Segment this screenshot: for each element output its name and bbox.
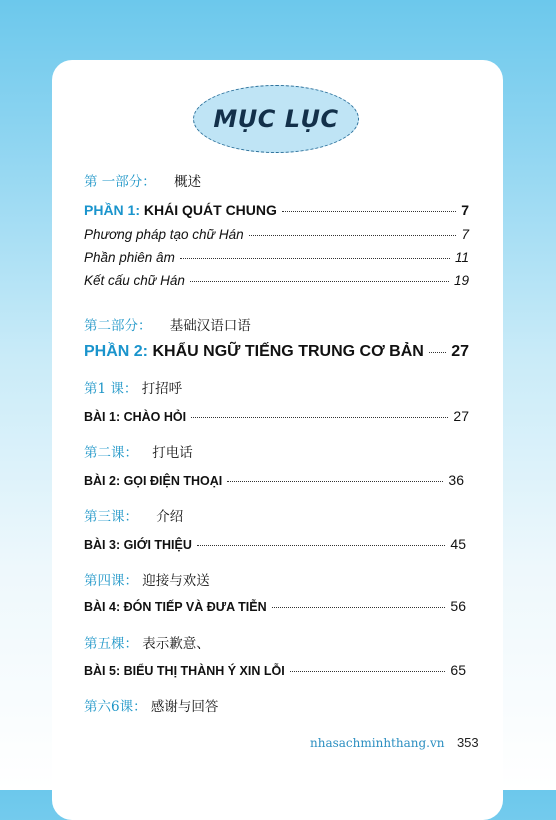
toc-item[interactable] [84, 273, 469, 288]
toc-lesson-2[interactable] [84, 472, 464, 488]
dot-leader [429, 352, 446, 353]
dot-leader [197, 545, 446, 546]
section-2-chinese-label: 第二部分： [84, 318, 152, 334]
lesson-chinese-label: 第1 课： [84, 381, 138, 397]
section-1-chinese-heading [84, 170, 201, 190]
toc-item-page: 19 [453, 273, 469, 288]
toc-part-2-page: 27 [451, 343, 469, 360]
toc-item-title: Kết cấu chữ Hán [84, 273, 185, 288]
lesson-chinese-label: 第二课： [84, 445, 138, 461]
lesson-chinese-text: 感谢与回答 [150, 699, 219, 715]
lesson-chinese-label: 第六6课： [84, 699, 147, 715]
toc-lesson-page: 27 [453, 408, 469, 424]
toc-item-title: Phương pháp tạo chữ Hán [84, 227, 244, 242]
toc-lesson-title: BÀI 3: GIỚI THIỆU [84, 538, 192, 552]
dot-leader [180, 258, 450, 259]
toc-part-2[interactable] [84, 343, 469, 361]
lesson-chinese-text: 迎接与欢送 [142, 573, 210, 589]
section-2-chinese-heading [84, 314, 251, 334]
toc-lesson-1[interactable] [84, 408, 469, 424]
page-title: MỤC LỤC [213, 105, 339, 133]
dot-leader [249, 235, 457, 236]
toc-part-1-title [84, 202, 277, 218]
dot-leader [282, 211, 456, 212]
lesson-chinese-text: 打电话 [152, 445, 193, 461]
lesson-1-chinese-heading [84, 377, 182, 397]
toc-lesson-page: 45 [450, 536, 466, 552]
dot-leader [290, 671, 446, 672]
dot-leader [272, 607, 446, 608]
toc-part-2-name: KHẨU NGỮ TIẾNG TRUNG CƠ BẢN [152, 343, 424, 360]
dot-leader [227, 481, 443, 482]
toc-lesson-page: 56 [450, 598, 466, 614]
toc-part-1[interactable] [84, 202, 469, 218]
lesson-chinese-text: 介绍 [156, 509, 184, 525]
toc-part-1-page: 7 [461, 202, 469, 218]
toc-item-page: 7 [461, 227, 469, 242]
toc-lesson-title: BÀI 5: BIỂU THỊ THÀNH Ý XIN LỖI [84, 664, 285, 678]
lesson-chinese-label: 第四课： [84, 573, 138, 589]
lesson-chinese-label: 第三课： [84, 509, 138, 525]
dot-leader [190, 281, 449, 282]
toc-lesson-title: BÀI 4: ĐÓN TIẾP VÀ ĐƯA TIỄN [84, 600, 267, 614]
section-1-chinese-text: 概述 [174, 174, 202, 190]
toc-item-page: 11 [454, 250, 469, 265]
toc-lesson-page: 65 [450, 662, 466, 678]
section-1-chinese-label: 第 一部分： [84, 174, 156, 190]
toc-lesson-title: BÀI 2: GỌI ĐIỆN THOẠI [84, 474, 223, 488]
footer-page-number: 353 [456, 735, 479, 750]
dot-leader [191, 417, 448, 418]
toc-lesson-5[interactable] [84, 662, 466, 678]
toc-lesson-3[interactable] [84, 536, 466, 552]
title-badge [193, 85, 359, 153]
toc-part-2-label: PHẦN 2: [84, 343, 149, 360]
toc-lesson-page: 36 [448, 472, 464, 488]
toc-part-1-name: KHÁI QUÁT CHUNG [143, 202, 277, 218]
lesson-2-chinese-heading [84, 441, 193, 461]
toc-part-1-label: PHẦN 1: [84, 202, 141, 218]
lesson-chinese-text: 表示歉意、 [142, 636, 210, 652]
lesson-3-chinese-heading [84, 505, 183, 525]
lesson-4-chinese-heading [84, 569, 210, 589]
section-2-chinese-text: 基础汉语口语 [169, 318, 251, 334]
lesson-5-chinese-heading [84, 632, 210, 652]
lesson-chinese-text: 打招呼 [141, 381, 183, 397]
footer-website: nhasachminhthang.vn [310, 736, 445, 750]
lesson-chinese-label: 第五棵： [84, 636, 138, 652]
lesson-6-chinese-heading [84, 695, 218, 715]
toc-part-2-title [84, 343, 424, 361]
toc-item[interactable] [84, 250, 469, 265]
page-footer [310, 734, 479, 752]
toc-item[interactable] [84, 227, 469, 242]
toc-item-title: Phần phiên âm [84, 250, 175, 265]
toc-lesson-4[interactable] [84, 598, 466, 614]
toc-lesson-title: BÀI 1: CHÀO HỎI [84, 410, 187, 424]
